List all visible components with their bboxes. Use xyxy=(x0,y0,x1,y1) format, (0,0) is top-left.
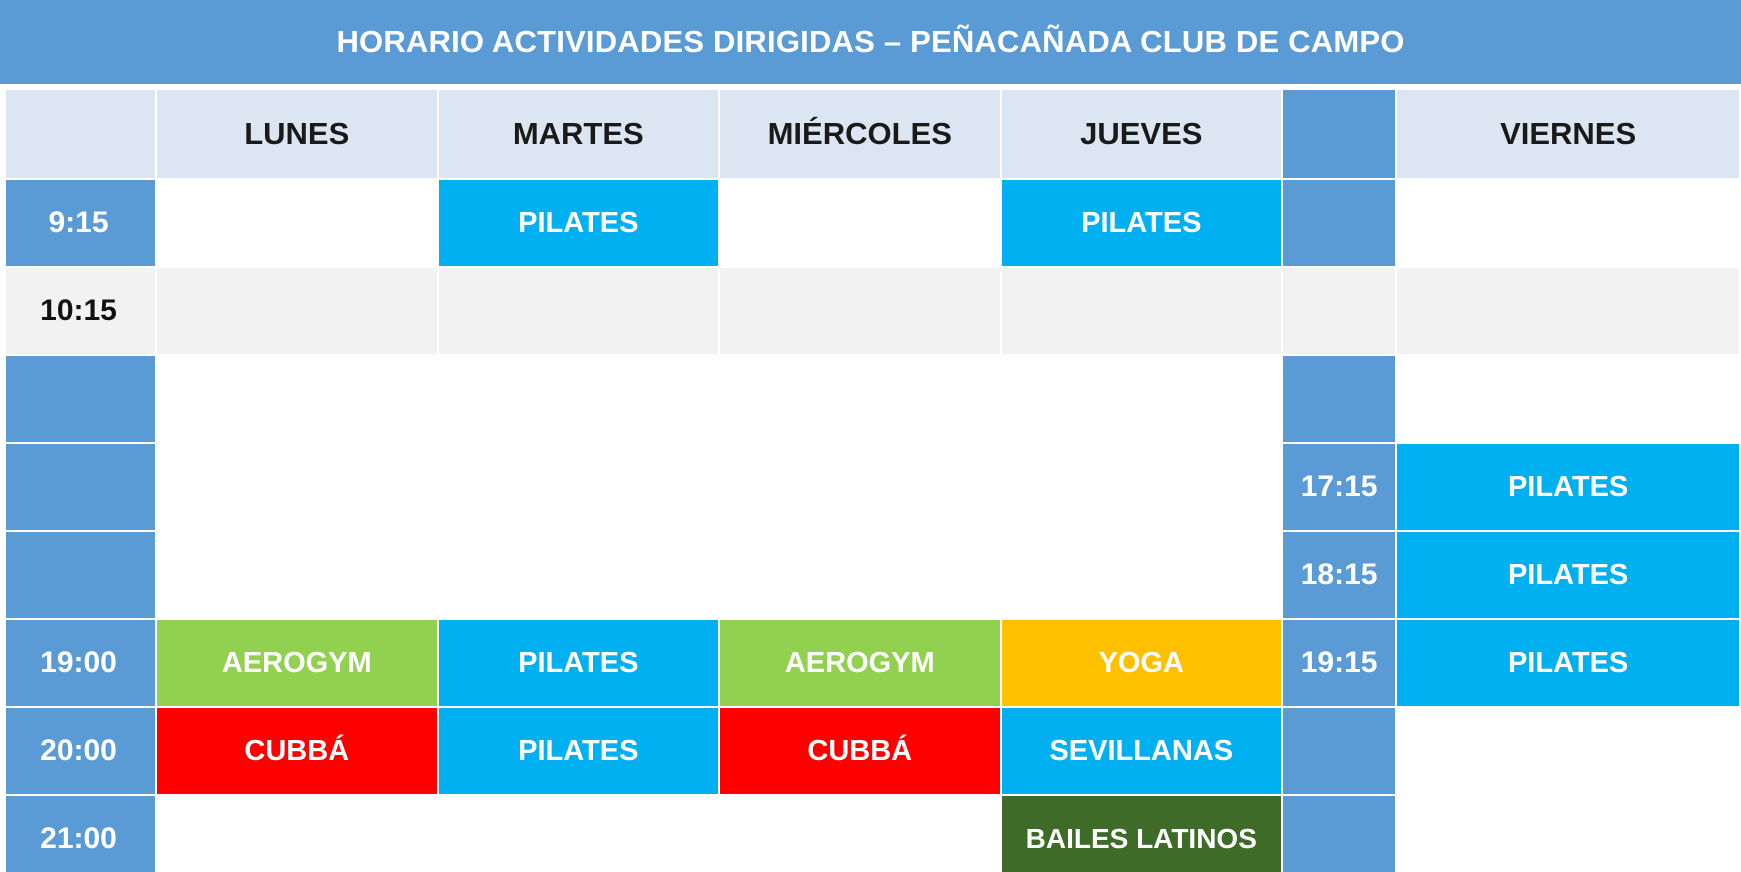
empty-cell xyxy=(719,267,1001,355)
table-row xyxy=(1,267,1740,355)
empty-cell xyxy=(438,355,720,443)
left-margin-strip xyxy=(0,88,6,872)
empty-cell xyxy=(156,443,438,531)
activity-cell[interactable]: PILATES xyxy=(1396,531,1740,619)
table-row xyxy=(1,619,1740,707)
empty-cell xyxy=(1001,355,1283,443)
activity-cell[interactable]: PILATES xyxy=(1001,179,1283,267)
schedule-table xyxy=(0,88,1741,872)
empty-cell xyxy=(156,355,438,443)
empty-cell xyxy=(438,267,720,355)
empty-cell xyxy=(1396,707,1740,795)
time-label: 10:15 xyxy=(1,267,156,355)
activity-cell[interactable]: BAILES LATINOS xyxy=(1001,795,1283,872)
time-label-secondary xyxy=(1282,707,1396,795)
time-label-secondary: 18:15 xyxy=(1282,531,1396,619)
header-day-lunes: LUNES xyxy=(156,89,438,179)
empty-cell xyxy=(1001,267,1283,355)
empty-cell xyxy=(1396,795,1740,872)
empty-cell xyxy=(438,531,720,619)
empty-cell xyxy=(1001,531,1283,619)
table-row xyxy=(1,795,1740,872)
empty-cell xyxy=(719,531,1001,619)
header-day-viernes: VIERNES xyxy=(1396,89,1740,179)
header-day-jueves: JUEVES xyxy=(1001,89,1283,179)
empty-cell xyxy=(438,795,720,872)
empty-cell xyxy=(1396,267,1740,355)
activity-cell[interactable]: PILATES xyxy=(1396,619,1740,707)
schedule-body xyxy=(1,179,1740,872)
activity-cell[interactable]: AEROGYM xyxy=(156,619,438,707)
time-label-secondary: 17:15 xyxy=(1282,443,1396,531)
empty-cell xyxy=(1396,179,1740,267)
activity-cell[interactable]: CUBBÁ xyxy=(156,707,438,795)
table-row xyxy=(1,531,1740,619)
time-label xyxy=(1,443,156,531)
table-header-row xyxy=(1,89,1740,179)
time-label: 9:15 xyxy=(1,179,156,267)
time-label-secondary xyxy=(1282,355,1396,443)
table-row xyxy=(1,179,1740,267)
activity-cell[interactable]: YOGA xyxy=(1001,619,1283,707)
header-day-miercoles: MIÉRCOLES xyxy=(719,89,1001,179)
time-label: 19:00 xyxy=(1,619,156,707)
time-label-secondary xyxy=(1282,267,1396,355)
time-label-secondary xyxy=(1282,179,1396,267)
empty-cell xyxy=(438,443,720,531)
activity-cell[interactable]: PILATES xyxy=(438,707,720,795)
page-title: HORARIO ACTIVIDADES DIRIGIDAS – PEÑACAÑADA CLUB DE CAMPO xyxy=(0,0,1741,88)
table-row xyxy=(1,707,1740,795)
empty-cell xyxy=(719,795,1001,872)
activity-cell[interactable]: SEVILLANAS xyxy=(1001,707,1283,795)
empty-cell xyxy=(719,355,1001,443)
empty-cell xyxy=(156,531,438,619)
empty-cell xyxy=(719,179,1001,267)
table-row xyxy=(1,443,1740,531)
empty-cell xyxy=(156,267,438,355)
time-label: 20:00 xyxy=(1,707,156,795)
header-time-col2 xyxy=(1282,89,1396,179)
time-label-secondary xyxy=(1282,795,1396,872)
time-label xyxy=(1,531,156,619)
activity-cell[interactable]: PILATES xyxy=(1396,443,1740,531)
header-time-col xyxy=(1,89,156,179)
time-label: 21:00 xyxy=(1,795,156,872)
time-label-secondary: 19:15 xyxy=(1282,619,1396,707)
empty-cell xyxy=(1001,443,1283,531)
empty-cell xyxy=(156,795,438,872)
header-day-martes: MARTES xyxy=(438,89,720,179)
activity-cell[interactable]: PILATES xyxy=(438,179,720,267)
activity-cell[interactable]: AEROGYM xyxy=(719,619,1001,707)
table-row xyxy=(1,355,1740,443)
empty-cell xyxy=(156,179,438,267)
activity-cell[interactable]: CUBBÁ xyxy=(719,707,1001,795)
activity-cell[interactable]: PILATES xyxy=(438,619,720,707)
empty-cell xyxy=(1396,355,1740,443)
time-label xyxy=(1,355,156,443)
empty-cell xyxy=(719,443,1001,531)
